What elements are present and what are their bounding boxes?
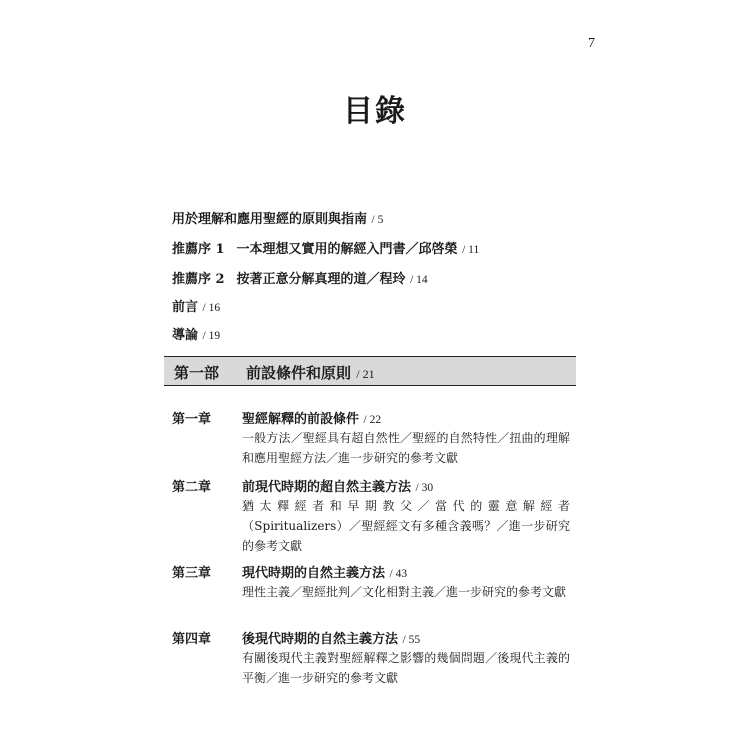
- page-number: 7: [588, 36, 595, 51]
- chapter-page: / 30: [415, 482, 434, 494]
- chapter-page: / 55: [402, 634, 421, 646]
- chapter-title-text: 現代時期的自然主義方法: [242, 566, 386, 581]
- chapter-title: [242, 408, 381, 427]
- page-title: 目錄: [343, 94, 407, 129]
- chapter-title: [242, 562, 407, 581]
- chapter-label: 第三章: [172, 566, 212, 581]
- toc-entry-foreword-1[interactable]: [172, 238, 479, 257]
- chapter-title-text: 後現代時期的自然主義方法: [242, 632, 399, 647]
- part-header-bar[interactable]: [164, 356, 576, 386]
- chapter-title: [242, 476, 433, 495]
- toc-entry-label: 推薦序 1: [172, 242, 225, 257]
- toc-entry-title: 按著正意分解真理的道／程玲: [236, 272, 406, 287]
- chapter-page: / 22: [363, 414, 382, 426]
- toc-entry-guide[interactable]: [172, 208, 383, 227]
- chapter-description: 有關後現代主義對聖經解釋之影響的幾個問題／後現代主義的平衡／進一步研究的參考文獻: [242, 651, 570, 685]
- chapter-label: 第四章: [172, 632, 212, 647]
- chapter-description: 一般方法／聖經具有超自然性／聖經的自然特性／扭曲的理解和應用聖經方法／進一步研究的參考文獻: [242, 431, 570, 465]
- toc-entry-label: 推薦序 2: [172, 272, 225, 287]
- chapter-description: 理性主義／聖經批判／文化相對主義／進一步研究的參考文獻: [242, 585, 567, 599]
- chapter-label: 第一章: [172, 412, 212, 427]
- chapter-title-text: 聖經解釋的前設條件: [242, 412, 360, 427]
- toc-entry-introduction[interactable]: [172, 324, 220, 343]
- toc-entry-title: 用於理解和應用聖經的原則與指南: [172, 212, 368, 227]
- chapter-page: / 43: [389, 568, 408, 580]
- toc-entry-title: 一本理想又實用的解經入門書／邱啓榮: [236, 242, 458, 257]
- toc-entry-title: 前言: [172, 300, 199, 315]
- part-title: [246, 362, 375, 383]
- toc-entry-title: 導論: [172, 328, 199, 343]
- toc-entry-preface[interactable]: [172, 296, 220, 315]
- chapter-label: 第二章: [172, 480, 212, 495]
- toc-entry-page: / 5: [371, 214, 384, 226]
- toc-entry-page: / 14: [410, 274, 428, 286]
- part-label: 第一部: [174, 364, 220, 382]
- toc-entry-foreword-2[interactable]: [172, 268, 428, 287]
- part-title-text: 前設條件和原則: [246, 364, 352, 382]
- chapter-title-text: 前現代時期的超自然主義方法: [242, 480, 412, 495]
- part-page: / 21: [356, 367, 375, 381]
- toc-entry-page: / 16: [202, 302, 221, 314]
- chapter-description: 猶太釋經者和早期教父／當代的靈意解經者（Spiritualizers）／聖經經文有多種含義嗎？／進一步研究的參考文獻: [242, 499, 570, 553]
- chapter-title: [242, 628, 420, 647]
- toc-entry-page: / 11: [462, 244, 480, 256]
- toc-entry-page: / 19: [202, 330, 221, 342]
